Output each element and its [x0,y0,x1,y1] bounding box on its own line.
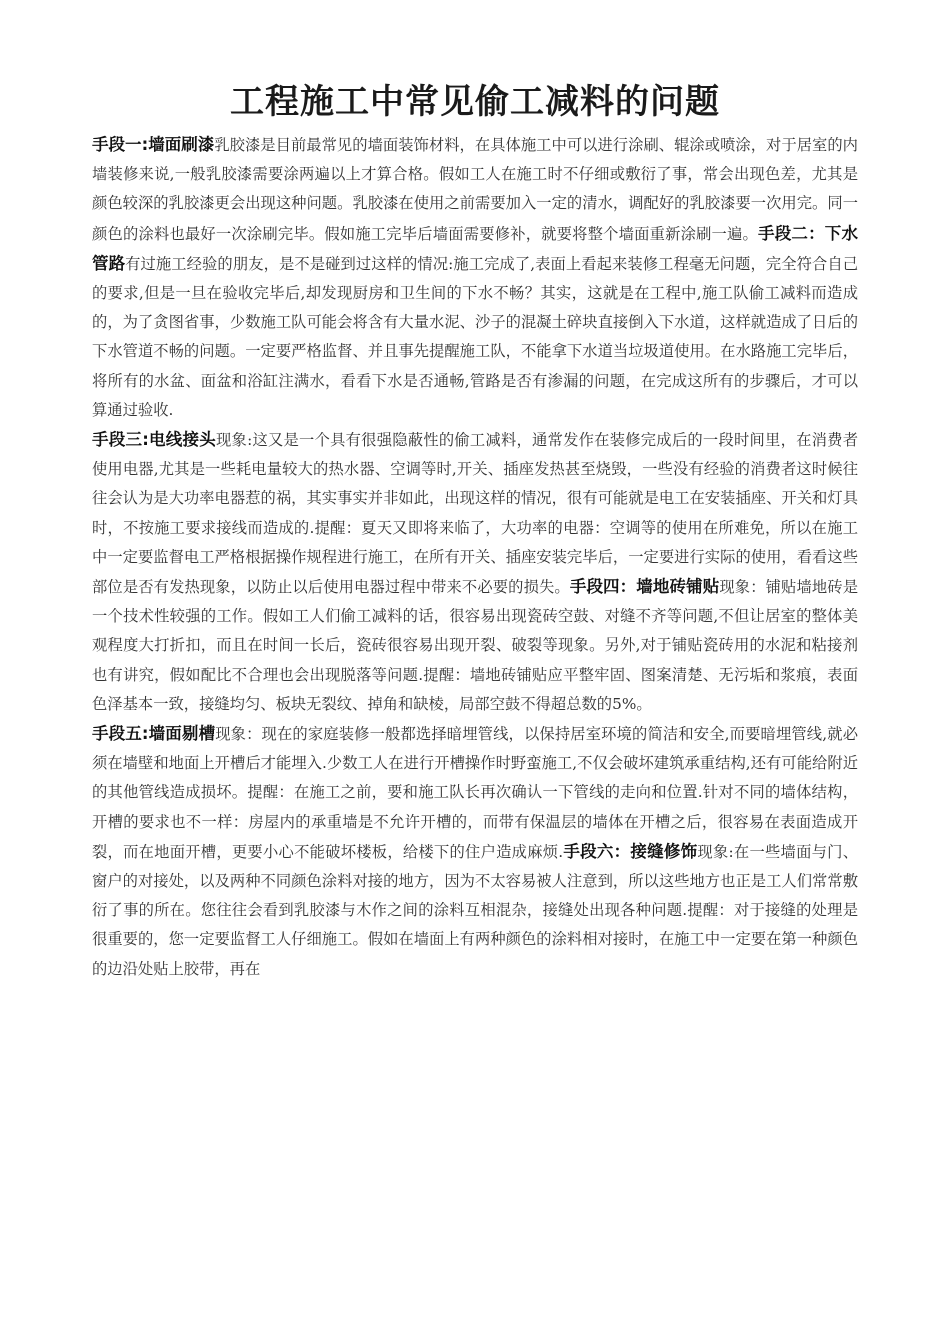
document-title: 工程施工中常见偷工减料的问题 [230,82,720,122]
section-text-3: 现象:这又是一个具有很强隐蔽性的偷工减料，通常发作在装修完成后的一段时间里，在消费者使用电器,尤其是一些耗电量较大的热水器、空调等时,开关、插座发热甚至烧毁，一些没有经验的消费者这时候往往会认为是大功率电器惹的祸，其实事实并非如此，出现这样的情况，很有可能就是电工在安装插座、开关和灯具时，不按施工要求接线而造成的.提醒：夏天又即将来临了，大功率的电器：空调等的使用在所难免，所以在施工中一定要监督电工严格根据操作规程进行施工，在所有开关、插座安装完毕后，一定要进行实际的使用，看看这些部位是否有发热现象，以防止以后使用电器过程中带来不必要的损失。 [92,431,859,597]
section-heading-5: 手段五:墙面剔槽 [92,724,216,744]
section-text-4: 现象：铺贴墙地砖是一个技术性较强的工作。假如工人们偷工减料的话，很容易出现瓷砖空鼓、对缝不齐等问题,不但让居室的整体美观程度大打折扣，而且在时间一长后，瓷砖很容易出现开裂、破裂等现象。另外,对于铺贴瓷砖用的水泥和粘接剂也有讲究，假如配比不合理也会出现脱落等问题.提醒：墙地砖铺贴应平整牢固、图案清楚、无污垢和浆痕，表面色泽基本一致，接缝均匀、板块无裂纹、掉角和缺棱，局部空鼓不得超总数的5%。 [92,578,858,713]
paragraph-3 [92,719,858,984]
section-text-5: 现象：现在的家庭装修一般都选择暗埋管线，以保持居室环境的简洁和安全,而要暗埋管线,就必须在墙壁和地面上开槽后才能埋入.少数工人在进行开槽操作时野蛮施工,不仅会破坏建筑承重结构,还有可能给附近的其他管线造成损坏。提醒：在施工之前，要和施工队长再次确认一下管线的走向和位置.针对不同的墙体结构，开槽的要求也不一样：房屋内的承重墙是不允许开槽的，而带有保温层的墙体在开槽之后，很容易在表面造成开裂，而在地面开槽，更要小心不能破坏楼板，给楼下的住户造成麻烦. [92,725,858,861]
section-heading-1: 手段一:墙面刷漆 [92,135,215,154]
paragraph-2 [92,425,858,719]
section-heading-2: 手段二：下水管路 [92,223,858,273]
section-text-6: 现象:在一些墙面与门、窗户的对接处，以及两种不同颜色涂料对接的地方，因为不太容易被人注意到，所以这些地方也正是工人们常常敷衍了事的所在。您往往会看到乳胶漆与木作之间的涂料互相混杂，接缝处出现各种问题.提醒：对于接缝的处理是很重要的，您一定要监督工人仔细施工。假如在墙面上有两种颜色的涂料相对接时，在施工中一定要在第一种颜色的边沿处贴上胶带，再在 [92,842,859,978]
section-text-1: 乳胶漆是目前最常见的墙面装饰材料，在具体施工中可以进行涂刷、辊涂或喷涂，对于居室的内墙装修来说,一般乳胶漆需要涂两遍以上才算合格。假如工人在施工时不仔细或敷衍了事，常会出现色差，尤其是颜色较深的乳胶漆更会出现这种问题。乳胶漆在使用之前需要加入一定的清水，调配好的乳胶漆要一次用完。同一颜色的涂料也最好一次涂刷完毕。假如施工完毕后墙面需要修补，就要将整个墙面重新涂刷一遍。 [92,136,858,243]
section-text-2: 有过施工经验的朋友，是不是碰到过这样的情况:施工完成了,表面上看起来装修工程毫无问题，完全符合自己的要求,但是一旦在验收完毕后,却发现厨房和卫生间的下水不畅？其实，这就是在工程中,施工队偷工减料而造成的，为了贪图省事，少数施工队可能会将含有大量水泥、沙子的混凝土碎块直接倒入下水道，这样就造成了日后的下水管道不畅的问题。一定要严格监督、并且事先提醒施工队，不能拿下水道当垃圾道使用。在水路施工完毕后，将所有的水盆、面盆和浴缸注满水，看看下水是否通畅,管路是否有渗漏的问题，在完成这所有的步骤后，才可以算通过验收. [92,254,858,419]
paragraph-1 [92,130,858,425]
section-heading-4: 手段四：墙地砖铺贴 [569,577,720,597]
section-heading-3: 手段三:电线接头 [92,430,216,450]
section-heading-6: 手段六：接缝修饰 [563,841,698,861]
